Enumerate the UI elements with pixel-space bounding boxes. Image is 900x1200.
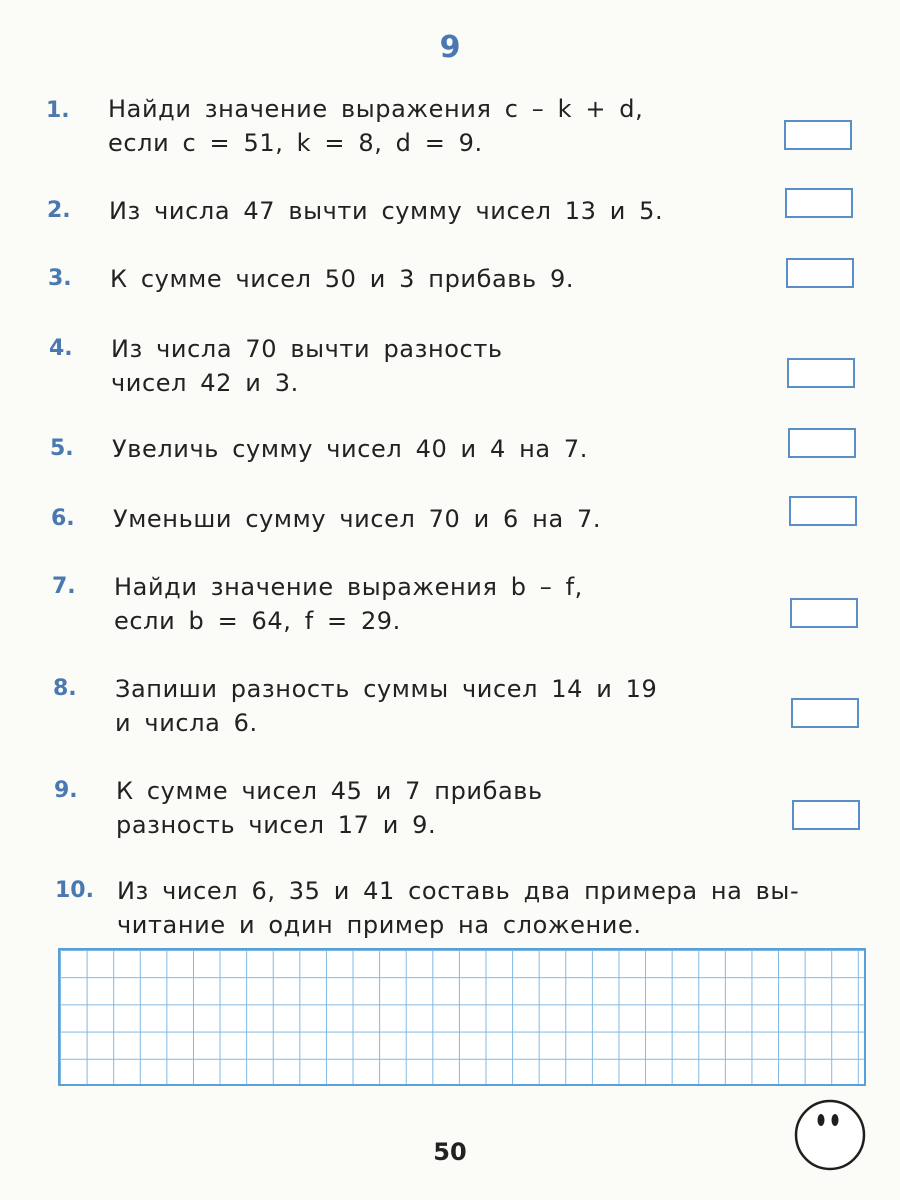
task-text-line: и числа 6. — [115, 709, 258, 737]
answer-box[interactable] — [784, 120, 852, 150]
task-text-line: Из числа 70 вычти разность — [111, 335, 503, 363]
task-text-line: Запиши разность суммы чисел 14 и 19 — [115, 675, 658, 703]
task-number: 7. — [52, 574, 76, 599]
task-text-line: разность чисел 17 и 9. — [116, 811, 437, 839]
task-number: 10. — [55, 878, 94, 903]
answer-box[interactable] — [787, 358, 855, 388]
task-number: 3. — [48, 266, 72, 291]
task-text-line: Уменьши сумму чисел 70 и 6 на 7. — [113, 505, 602, 533]
answer-box[interactable] — [788, 428, 856, 458]
task-text-line: Найди значение выражения b – f, — [114, 573, 583, 601]
task-text-line: читание и один пример на сложение. — [117, 911, 642, 939]
task-text-line: Увеличь сумму чисел 40 и 4 на 7. — [112, 435, 588, 463]
task-text — [115, 672, 657, 740]
task-number: 8. — [53, 676, 77, 701]
task-number: 2. — [47, 198, 71, 223]
task-text — [114, 570, 583, 638]
task-text — [110, 262, 574, 296]
task-text — [108, 92, 643, 160]
section-number: 9 — [439, 30, 461, 65]
answer-box[interactable] — [791, 698, 859, 728]
task-number: 6. — [51, 506, 75, 531]
answer-box[interactable] — [789, 496, 857, 526]
task-text-line: чисел 42 и 3. — [111, 369, 299, 397]
task-text-line: К сумме чисел 50 и 3 прибавь 9. — [110, 265, 575, 293]
smiley-face-icon — [794, 1098, 866, 1172]
task-number: 9. — [54, 778, 78, 803]
task-text-line: если c = 51, k = 8, d = 9. — [108, 129, 483, 157]
answer-box[interactable] — [785, 188, 853, 218]
answer-box[interactable] — [786, 258, 854, 288]
writing-grid[interactable] — [58, 948, 866, 1086]
task-text — [111, 332, 503, 400]
page-number: 50 — [433, 1138, 467, 1166]
task-text — [117, 874, 799, 942]
task-text-line: Найди значение выражения c – k + d, — [108, 95, 644, 123]
task-text-line: Из чисел 6, 35 и 41 составь два примера на вы- — [117, 877, 800, 905]
task-number: 5. — [50, 436, 74, 461]
task-text — [109, 194, 663, 228]
task-text-line: если b = 64, f = 29. — [114, 607, 401, 635]
task-text — [113, 502, 601, 536]
task-text-line: К сумме чисел 45 и 7 прибавь — [116, 777, 543, 805]
answer-box[interactable] — [790, 598, 858, 628]
task-number: 4. — [49, 336, 73, 361]
task-text — [116, 774, 543, 842]
task-text-line: Из числа 47 вычти сумму чисел 13 и 5. — [109, 197, 664, 225]
task-text — [112, 432, 588, 466]
task-number: 1. — [46, 98, 70, 123]
answer-box[interactable] — [792, 800, 860, 830]
